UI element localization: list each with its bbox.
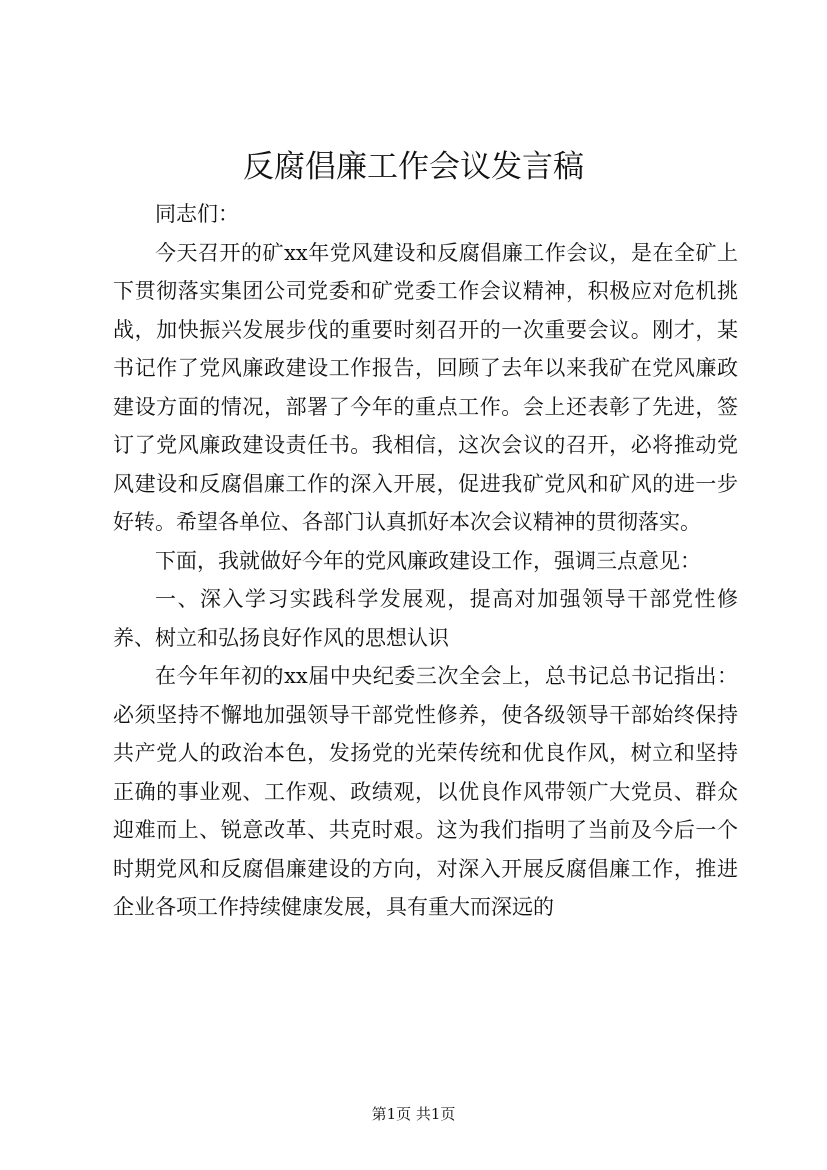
document-body [113,195,738,927]
page-footer: 第1页 共1页 [371,1105,456,1123]
body-paragraph: 下面，我就做好今年的党风廉政建设工作，强调三点意见： [155,548,701,573]
document-title: 反腐倡廉工作会议发言稿 [243,149,584,185]
body-paragraph: 今天召开的矿xx年党风建设和反腐倡廉工作会议，是在全矿上下贯彻落实集团公司党委和矿党委工作会议精神，积极应对危机挑战，加快振兴发展步伐的重要时刻召开的一次重要会议。刚才，某书记作了党风廉政建设工作报告，回顾了去年以来我矿在党风廉政建设方面的情况，部署了今年的重点工作。会上还表彰了先进，签订了党风廉政建设责任书。我相信，这次会议的召开，必将推动党风建设和反腐倡廉工作的深入开展，促进我矿党风和矿风的进一步好转。希望各单位、各部门认真抓好本次会议精神的贯彻落实。 [113,240,738,534]
body-paragraph: 在今年年初的xx届中央纪委三次全会上，总书记总书记指出：必须坚持不懈地加强领导干部党性修养，使各级领导干部始终保持共产党人的政治本色，发扬党的光荣传统和优良作风，树立和坚持正确的事业观、工作观、政绩观，以优良作风带领广大党员、群众迎难而上、锐意改革、共克时艰。这为我们指明了当前及今后一个时期党风和反腐倡廉建设的方向，对深入开展反腐倡廉工作，推进企业各项工作持续健康发展，具有重大而深远的 [113,664,738,919]
salutation-paragraph: 同志们： [155,202,239,226]
section-heading: 一、深入学习实践科学发展观，提高对加强领导干部党性修养、树立和弘扬良好作风的思想认识 [113,587,738,650]
